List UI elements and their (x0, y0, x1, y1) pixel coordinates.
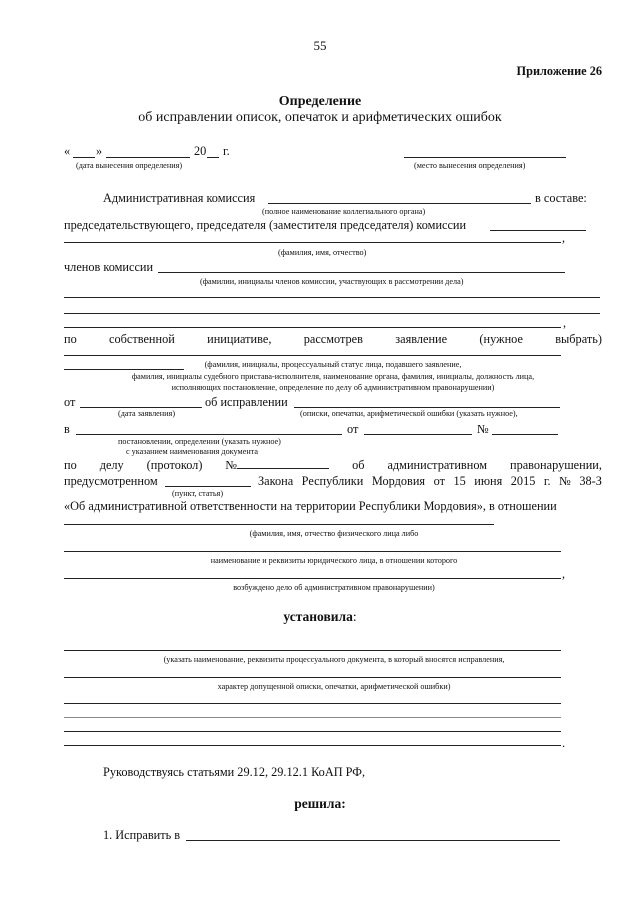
law-word: Республики (301, 474, 364, 488)
members-comma: , (563, 316, 567, 330)
commission-label: Административная комиссия (103, 191, 256, 205)
date-close-quote: » (96, 144, 103, 158)
year-prefix: 20 (194, 144, 207, 158)
chairman-comma: , (562, 231, 566, 245)
from-label: от (64, 395, 76, 409)
month-field[interactable] (106, 157, 190, 158)
applicant-field-2[interactable] (64, 369, 184, 370)
established-word: установила (283, 609, 353, 624)
law-word: 2015 (510, 474, 536, 488)
law-word: июня (474, 474, 503, 488)
case-number (225, 458, 329, 473)
initiative-word: собственной (109, 332, 175, 346)
date-caption: (дата вынесения определения) (76, 161, 183, 170)
applicant-caption-2: фамилия, инициалы судебного пристава-исполнителя, наименование органа, фамилия, инициалы, должность лица, (131, 372, 535, 381)
case-number-sign: № (225, 458, 238, 472)
page-number: 55 (313, 38, 327, 53)
year-field[interactable] (207, 157, 219, 158)
case-row (64, 458, 602, 473)
initiative-row (64, 332, 602, 347)
law-word: 15 (453, 474, 466, 488)
correction-field-3[interactable] (64, 703, 561, 704)
members-caption: (фамилии, инициалы членов комиссии, участвующих в рассмотрении дела) (200, 277, 464, 286)
initiative-word: по (64, 332, 77, 346)
law-word: г. (543, 474, 551, 488)
case-word: административном (387, 458, 488, 472)
error-type-caption: (описки, опечатки, арифметической ошибки (указать нужное), (300, 409, 518, 418)
chairman-field-2[interactable] (64, 242, 561, 243)
correction-label: об исправлении (205, 395, 288, 409)
law-word: от (433, 474, 445, 488)
initiative-word: заявление (395, 332, 448, 346)
correction-dot: . (562, 736, 566, 750)
subject-comma: , (562, 567, 566, 581)
document-date-field[interactable] (364, 434, 472, 435)
case-number-field[interactable] (237, 458, 329, 469)
members-field-2[interactable] (64, 297, 600, 298)
applicant-field[interactable] (64, 355, 561, 356)
clause-caption: (пункт, статья) (172, 489, 224, 498)
law-title: «Об административной ответственности на территории Республики Мордовия», в отношении (64, 499, 557, 513)
date-open-quote: « (64, 144, 71, 158)
correction-caption-1: (указать наименование, реквизиты процессуального документа, в который вносятся исправления, (163, 655, 505, 664)
document-caption-2: с указанием наименования документа (126, 447, 259, 456)
place-caption: (место вынесения определения) (414, 161, 526, 170)
law-words (258, 474, 602, 489)
document-number-field[interactable] (492, 434, 558, 435)
clause-field[interactable] (165, 486, 251, 487)
document-subtitle: об исправлении описок, опечаток и арифметических ошибок (138, 110, 502, 125)
applicant-caption-1: (фамилия, инициалы, процессуальный статус лица, подавшего заявление, (204, 360, 462, 369)
correction-field-2[interactable] (64, 677, 561, 678)
application-date-field[interactable] (80, 407, 202, 408)
chairman-text: председательствующего, председателя (заместителя председателя) комиссии (64, 218, 467, 232)
case-word: об (352, 458, 365, 472)
members-field-4[interactable] (64, 327, 561, 328)
law-word: Мордовия (371, 474, 426, 488)
subject-legal-caption: наименование и реквизиты юридического лица, в отношении которого (210, 556, 458, 565)
year-suffix: г. (223, 144, 230, 158)
established-heading (0, 609, 640, 625)
case-word: (протокол) (146, 458, 203, 472)
in-from-label: от (347, 422, 359, 436)
item-1-field[interactable] (186, 840, 560, 841)
applicant-caption-3: исполняющих постановление, определение по делу об административном правонарушении) (171, 383, 495, 392)
item-1-label: 1. Исправить в (103, 828, 181, 842)
law-word: 38-З (579, 474, 602, 488)
place-field[interactable] (404, 157, 566, 158)
document-field[interactable] (76, 434, 342, 435)
correction-caption-2: характер допущенной описки, опечатки, арифметической ошибки) (217, 682, 451, 691)
subject-case-caption: возбуждено дело об административном правонарушении) (233, 583, 435, 592)
law-word: № (559, 474, 571, 488)
correction-field-4[interactable] (64, 717, 561, 718)
subject-name-caption: (фамилия, имя, отчество физического лица либо (249, 529, 419, 538)
guided-by-text: Руководствуясь статьями 29.12, 29.12.1 КоАП РФ, (103, 765, 366, 779)
day-field[interactable] (73, 157, 95, 158)
composition-label: в составе: (535, 191, 587, 205)
case-word: по (64, 458, 77, 472)
correction-field-1[interactable] (64, 650, 561, 651)
correction-field-6[interactable] (64, 745, 561, 746)
initiative-word: инициативе, (207, 332, 272, 346)
members-label: членов комиссии (64, 260, 154, 274)
chairman-field-1[interactable] (490, 230, 586, 231)
application-date-caption: (дата заявления) (118, 409, 176, 418)
in-label: в (64, 422, 70, 436)
subject-name-field[interactable] (64, 524, 494, 525)
decided-heading: решила: (294, 796, 346, 811)
correction-field-5[interactable] (64, 731, 561, 732)
law-word: Закона (258, 474, 294, 488)
initiative-word: (нужное (479, 332, 523, 346)
appendix-label: Приложение 26 (516, 64, 602, 78)
number-sign: № (477, 422, 489, 436)
initiative-word: рассмотрев (303, 332, 363, 346)
provided-label: предусмотренном (64, 474, 158, 488)
case-word: правонарушении, (509, 458, 602, 472)
established-colon: : (352, 609, 357, 624)
commission-name-field[interactable] (268, 203, 531, 204)
chairman-name-caption: (фамилия, имя, отчество) (278, 248, 367, 257)
members-field-3[interactable] (64, 313, 600, 314)
org-caption: (полное наименование коллегиального органа) (262, 207, 426, 216)
case-word: делу (99, 458, 124, 472)
subject-case-field[interactable] (64, 578, 561, 579)
initiative-word: выбрать) (555, 332, 602, 346)
document-title: Определение (278, 94, 362, 109)
subject-legal-field[interactable] (64, 551, 561, 552)
error-type-field[interactable] (294, 407, 560, 408)
members-field-1[interactable] (158, 272, 565, 273)
document-caption-1: постановлении, определении (указать нужное) (118, 437, 281, 446)
